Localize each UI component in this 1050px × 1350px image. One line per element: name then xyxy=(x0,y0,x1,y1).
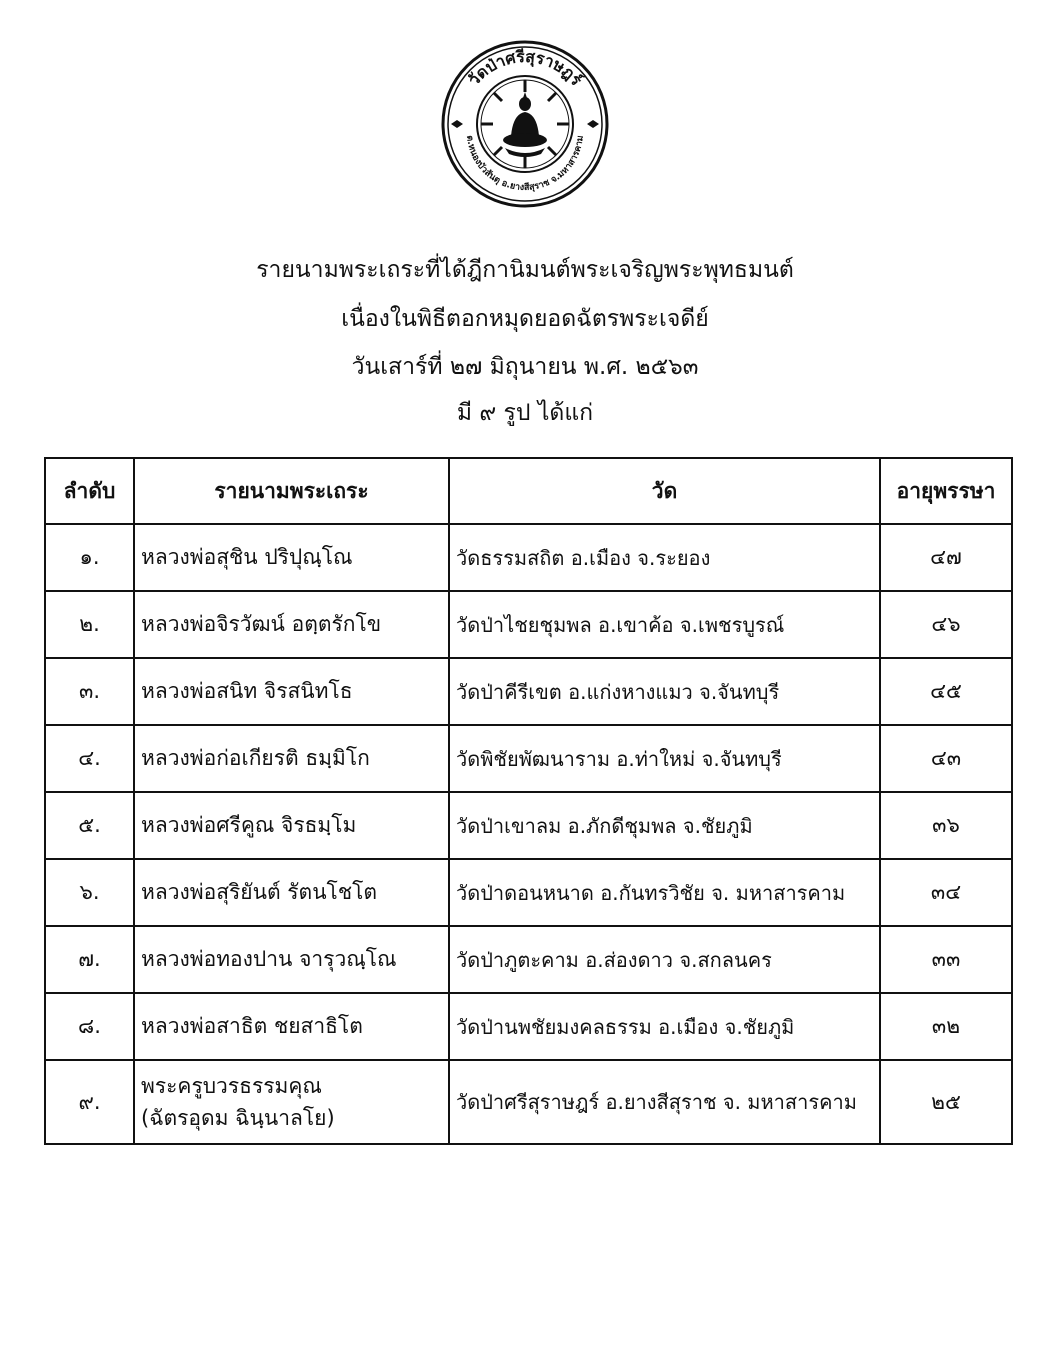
row-order: ๕. xyxy=(45,792,134,859)
table-row xyxy=(45,792,1012,859)
table-row xyxy=(45,993,1012,1060)
heading-title: รายนามพระเถระที่ได้ฎีกานิมนต์พระเจริญพระพุทธมนต์ xyxy=(256,257,794,283)
row-name: หลวงพ่อทองปาน จารุวณฺโณ xyxy=(134,926,449,993)
row-name xyxy=(134,1060,449,1144)
row-temple: วัดธรรมสถิต อ.เมือง จ.ระยอง xyxy=(449,524,880,591)
heading-date: วันเสาร์ที่ ๒๗ มิถุนายน พ.ศ. ๒๕๖๓ xyxy=(351,354,699,380)
row-temple: วัดป่าไชยชุมพล อ.เขาค้อ จ.เพชรบูรณ์ xyxy=(449,591,880,658)
row-vassa: ๓๔ xyxy=(880,859,1012,926)
header-vassa: อายุพรรษา xyxy=(880,458,1012,524)
row-order: ๙. xyxy=(45,1060,134,1144)
row-order: ๔. xyxy=(45,725,134,792)
row-vassa: ๓๓ xyxy=(880,926,1012,993)
row-order: ๒. xyxy=(45,591,134,658)
row-temple: วัดป่าภูตะคาม อ.ส่องดาว จ.สกลนคร xyxy=(449,926,880,993)
header-name: รายนามพระเถระ xyxy=(134,458,449,524)
row-temple: วัดพิชัยพัฒนาราม อ.ท่าใหม่ จ.จันทบุรี xyxy=(449,725,880,792)
row-name: หลวงพ่อจิรวัฒน์ อตฺตรักโข xyxy=(134,591,449,658)
row-name: หลวงพ่อสุริยันต์ รัตนโชโต xyxy=(134,859,449,926)
table-row xyxy=(45,658,1012,725)
row-name-secondary: (ฉัตรอุดม ฉินฺนาลโย) xyxy=(141,1106,335,1130)
row-vassa: ๒๕ xyxy=(880,1060,1012,1144)
row-temple: วัดป่าเขาลม อ.ภักดีชุมพล จ.ชัยภูมิ xyxy=(449,792,880,859)
row-vassa: ๔๗ xyxy=(880,524,1012,591)
row-name: หลวงพ่อศรีคูณ จิรธมฺโม xyxy=(134,792,449,859)
table-row xyxy=(45,1060,1012,1144)
row-temple: วัดป่าคีรีเขต อ.แก่งหางแมว จ.จันทบุรี xyxy=(449,658,880,725)
row-order: ๑. xyxy=(45,524,134,591)
table-header-row xyxy=(45,458,1012,524)
row-name: หลวงพ่อก่อเกียรติ ธมฺมิโก xyxy=(134,725,449,792)
header-temple: วัด xyxy=(449,458,880,524)
table-row xyxy=(45,725,1012,792)
row-order: ๘. xyxy=(45,993,134,1060)
heading-count: มี ๙ รูป ได้แก่ xyxy=(456,400,594,426)
row-name-title: พระครูบวรธรรมคุณ xyxy=(141,1074,322,1098)
table-row xyxy=(45,524,1012,591)
header-order: ลำดับ xyxy=(45,458,134,524)
row-name: หลวงพ่อสุชิน ปริปุณฺโณ xyxy=(134,524,449,591)
row-temple: วัดป่านพชัยมงคลธรรม อ.เมือง จ.ชัยภูมิ xyxy=(449,993,880,1060)
row-temple: วัดป่าศรีสุราษฎร์ อ.ยางสีสุราช จ. มหาสารคาม xyxy=(449,1060,880,1144)
row-temple: วัดป่าดอนหนาด อ.กันทรวิชัย จ. มหาสารคาม xyxy=(449,859,880,926)
temple-seal-logo xyxy=(441,40,609,208)
monk-roster-table xyxy=(44,457,1013,1145)
table-row xyxy=(45,591,1012,658)
row-order: ๗. xyxy=(45,926,134,993)
table-row xyxy=(45,926,1012,993)
seal-bottom-text: ต.หนองบัวสันตุ อ.ยางสีสุราช จ.มหาสารคาม xyxy=(464,134,586,194)
row-order: ๖. xyxy=(45,859,134,926)
row-order: ๓. xyxy=(45,658,134,725)
row-vassa: ๔๖ xyxy=(880,591,1012,658)
row-vassa: ๔๕ xyxy=(880,658,1012,725)
row-name: หลวงพ่อสาธิต ชยสาธิโต xyxy=(134,993,449,1060)
row-vassa: ๔๓ xyxy=(880,725,1012,792)
row-vassa: ๓๒ xyxy=(880,993,1012,1060)
seal-top-text: วัดป่าศรีสุราษฎร์ xyxy=(464,46,586,90)
heading-occasion: เนื่องในพิธีตอกหมุดยอดฉัตรพระเจดีย์ xyxy=(341,306,709,332)
row-name: หลวงพ่อสนิท จิรสนิทโธ xyxy=(134,658,449,725)
row-vassa: ๓๖ xyxy=(880,792,1012,859)
table-row xyxy=(45,859,1012,926)
